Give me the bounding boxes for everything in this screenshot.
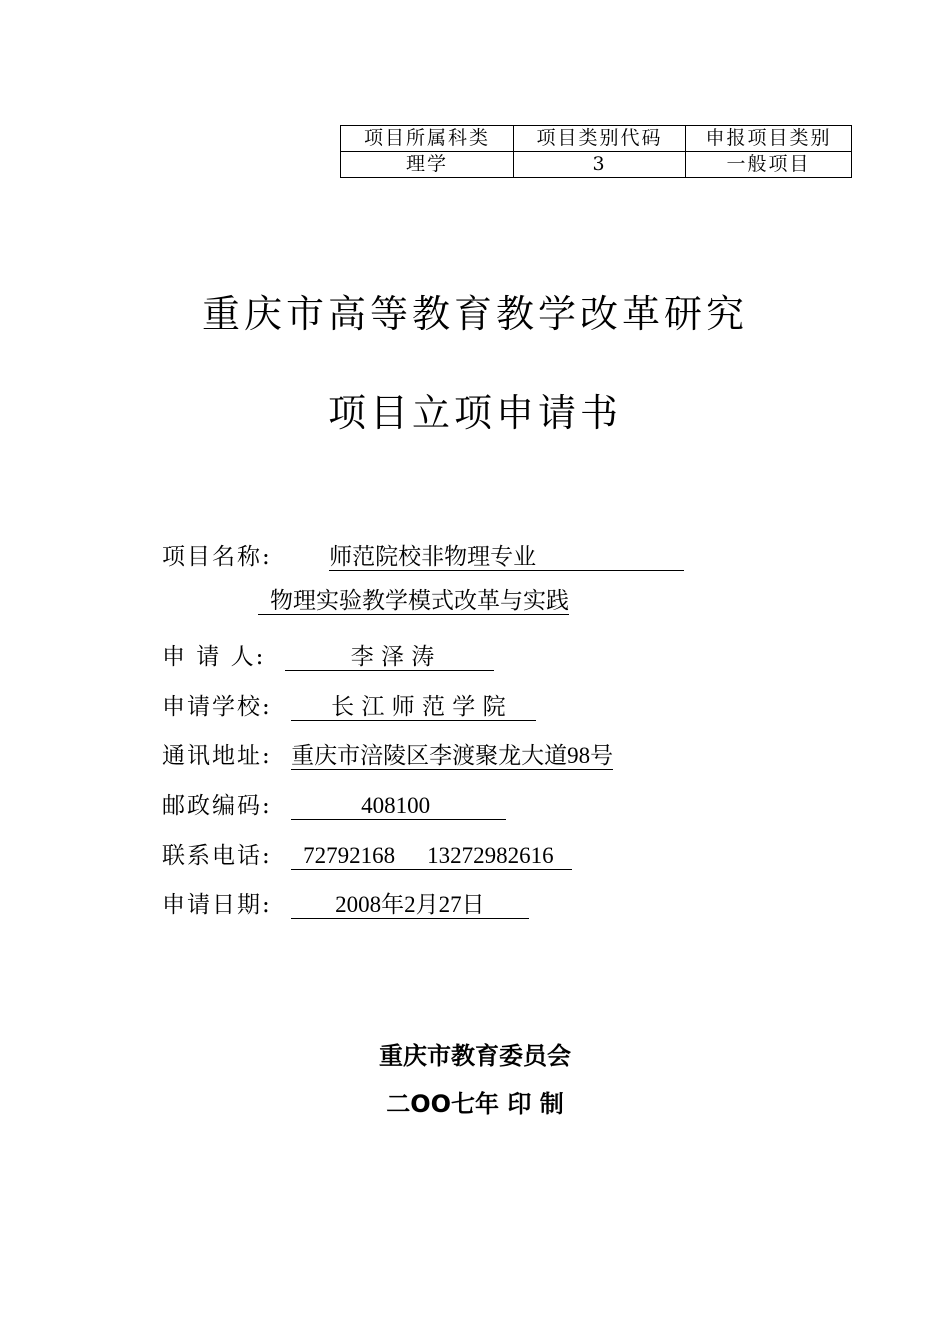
header-subject-category: 项目所属科类	[341, 126, 514, 152]
school-value: 长 江 师 范 学 院	[291, 694, 536, 721]
subject-category-value: 理学	[341, 152, 514, 178]
project-name-continuation	[258, 588, 569, 615]
address-label: 通讯地址:	[162, 743, 272, 769]
applicant-value: 李 泽 涛	[285, 644, 495, 671]
school-label: 申请学校:	[162, 694, 272, 720]
project-type-value: 一般项目	[686, 152, 852, 178]
document-title: 重庆市高等教育教学改革研究	[201, 292, 748, 336]
date-label: 申请日期:	[162, 892, 272, 918]
address-value: 重庆市涪陵区李渡聚龙大道98号	[291, 743, 614, 768]
date-field	[162, 886, 529, 919]
phone-field	[162, 837, 572, 870]
postcode-field	[162, 787, 506, 820]
date-value: 2008年2月27日	[291, 892, 529, 919]
applicant-field	[162, 638, 494, 671]
phone-value-2: 13272982616	[427, 843, 554, 868]
project-name-line2: 物理实验教学模式改革与实践	[258, 588, 569, 615]
project-name-label: 项目名称:	[162, 544, 272, 570]
table-row	[341, 152, 852, 178]
issuer: 重庆市教育委员会	[379, 1042, 571, 1070]
school-field	[162, 688, 536, 721]
print-line: 二OO七年 印 制	[386, 1090, 564, 1118]
phone-values	[291, 843, 572, 870]
category-code-value: 3	[514, 152, 686, 178]
project-name-line1: 师范院校非物理专业	[329, 544, 684, 571]
table-header-row	[341, 126, 852, 152]
address-field	[162, 737, 613, 770]
applicant-label: 申 请 人:	[162, 644, 266, 670]
phone-value-1: 72792168	[303, 843, 396, 868]
project-category-table	[340, 125, 852, 178]
header-category-code: 项目类别代码	[514, 126, 686, 152]
document-subtitle: 项目立项申请书	[327, 391, 622, 435]
project-name-field	[162, 538, 684, 571]
header-project-type: 申报项目类别	[686, 126, 852, 152]
postcode-value: 408100	[291, 793, 506, 820]
postcode-label: 邮政编码:	[162, 793, 272, 819]
phone-label: 联系电话:	[162, 843, 272, 869]
